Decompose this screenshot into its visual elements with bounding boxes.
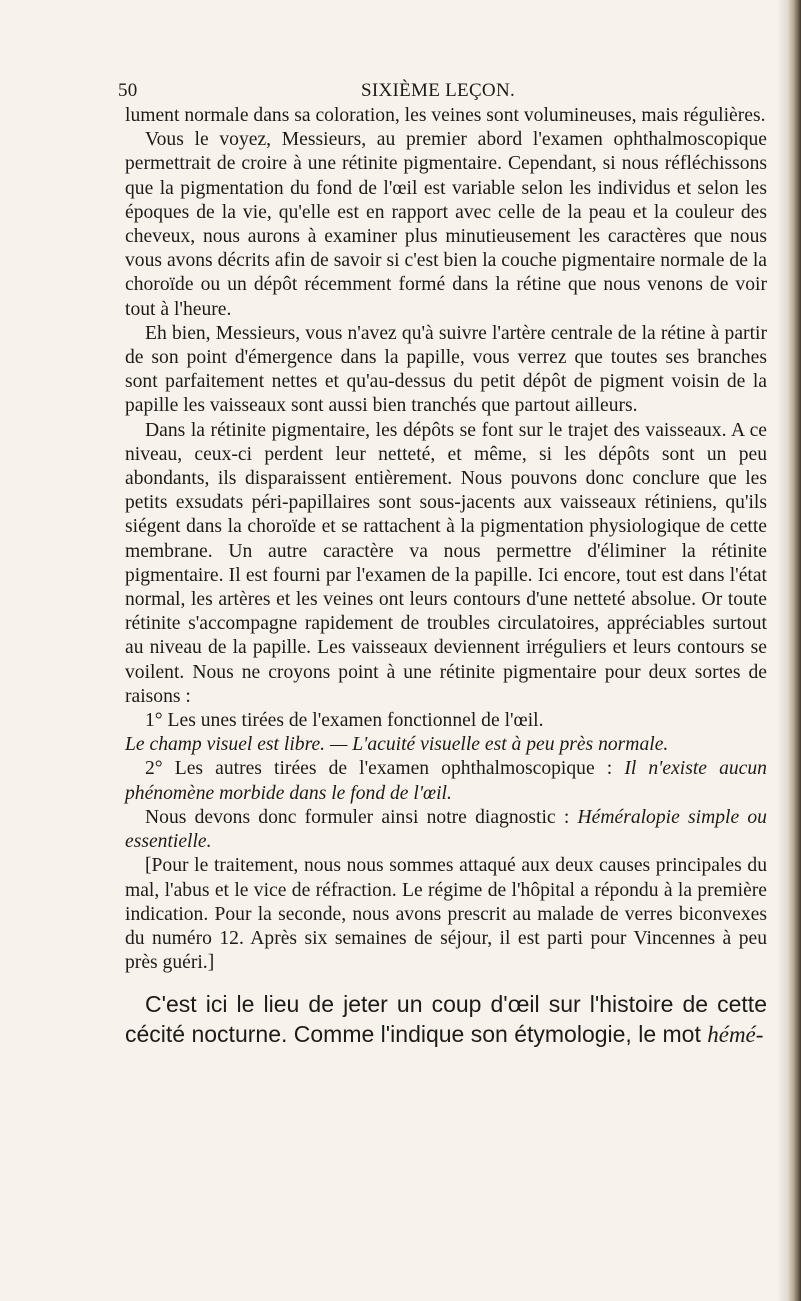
section-spacer	[125, 975, 767, 989]
paragraph: Dans la rétinite pigmentaire, les dépôts se font sur le trajet des vaisseaux. A ce niveau, ceux-ci perdent leur netteté, et même, si les dépôts sont un peu abondants, ils disparaissent entièrement. Nous pouvons donc conclure que les petits exsudats péri-papillaires sont sous-jacents aux vaisseaux rétiniens, qu'ils siégent dans la choroïde et se rattachent à la pigmentation physiologique de cette membrane. Un autre caractère va nous permettre d'éliminer la rétinite pigmentaire. Il est fourni par l'examen de la papille. Ici encore, tout est dans l'état normal, les artères et les veines ont leurs contours d'une netteté absolue. Or toute rétinite s'accompagne rapidement de troubles circulatoires, appréciables surtout au niveau de la papille. Les vaisseaux deviennent irréguliers et leurs contours se voilent. Nous ne croyons point à une rétinite pigmentaire pour deux sortes de raisons :	[125, 419, 767, 707]
running-title: SIXIÈME LEÇON.	[360, 80, 516, 101]
reason-detail: Le champ visuel est libre. — L'acuité visuelle est à peu près normale.	[125, 734, 669, 756]
page-number: 50	[118, 80, 138, 101]
paragraph: Vous le voyez, Messieurs, au premier abord l'examen ophthalmoscopique permettrait de croire à une rétinite pigmentaire. Cependant, si nous réfléchissons que la pigmentation du fond de l'œil est variable selon les individus et selon les époques de la vie, qu'elle est en rapport avec celle de la peau et la couleur des cheveux, nous aurons à examiner plus minutieusement les caractères que nous vous avons décrits afin de savoir si c'est bien la couche pigmentaire normale de la choroïde ou un dépôt récemment formé dans la rétine que nous venons de voir tout à l'heure.	[125, 129, 767, 320]
paragraph: Eh bien, Messieurs, vous n'avez qu'à suivre l'artère centrale de la rétine à partir de son point d'émergence dans la papille, vous verrez que toutes ses branches sont parfaitement nettes et qu'au-dessus du petit dépôt de pigment voisin de la papille les vaisseaux sont aussi bien tranchés que partout ailleurs.	[125, 322, 767, 417]
paragraph-continuation: lument normale dans sa coloration, les veines sont volumineuses, mais régulières.	[125, 105, 766, 126]
diagnosis-name: Héméralopie simple ou essentielle.	[125, 806, 767, 853]
page-header	[118, 80, 758, 106]
diagnosis	[125, 806, 767, 854]
treatment-note: [Pour le traitement, nous nous sommes attaqué aux deux causes principales du mal, l'abus et le vice de réfraction. Le régime de l'hôpital a répondu à la première indication. Pour la seconde, nous avons prescrit au malade de verres biconvexes du numéro 12. Après six semaines de séjour, il est parti pour Vincennes à peu près guéri.]	[125, 855, 767, 974]
diagnosis-lead: Nous devons donc formuler ainsi notre diagnostic :	[145, 806, 570, 828]
reason-item-1	[125, 709, 767, 757]
page-edge	[787, 0, 801, 1301]
reason-detail: Il n'existe aucun phénomène morbide dans le fond de l'œil.	[125, 758, 767, 804]
reason-lead: 1° Les unes tirées de l'examen fonctionnel de l'œil.	[145, 710, 544, 732]
closing-paragraph	[125, 989, 767, 1050]
closing-text: C'est ici le lieu de jeter un coup d'œil sur l'histoire de cette cécité nocturne. Comme l'indique son étymologie, le mot	[125, 991, 767, 1048]
body-text	[125, 104, 767, 1050]
closing-tail: hémé-	[707, 1022, 764, 1048]
page-edge-shadow	[777, 0, 787, 1301]
reason-item-2	[125, 757, 767, 805]
reason-lead: 2° Les autres tirées de l'examen ophthalmoscopique :	[145, 758, 613, 780]
